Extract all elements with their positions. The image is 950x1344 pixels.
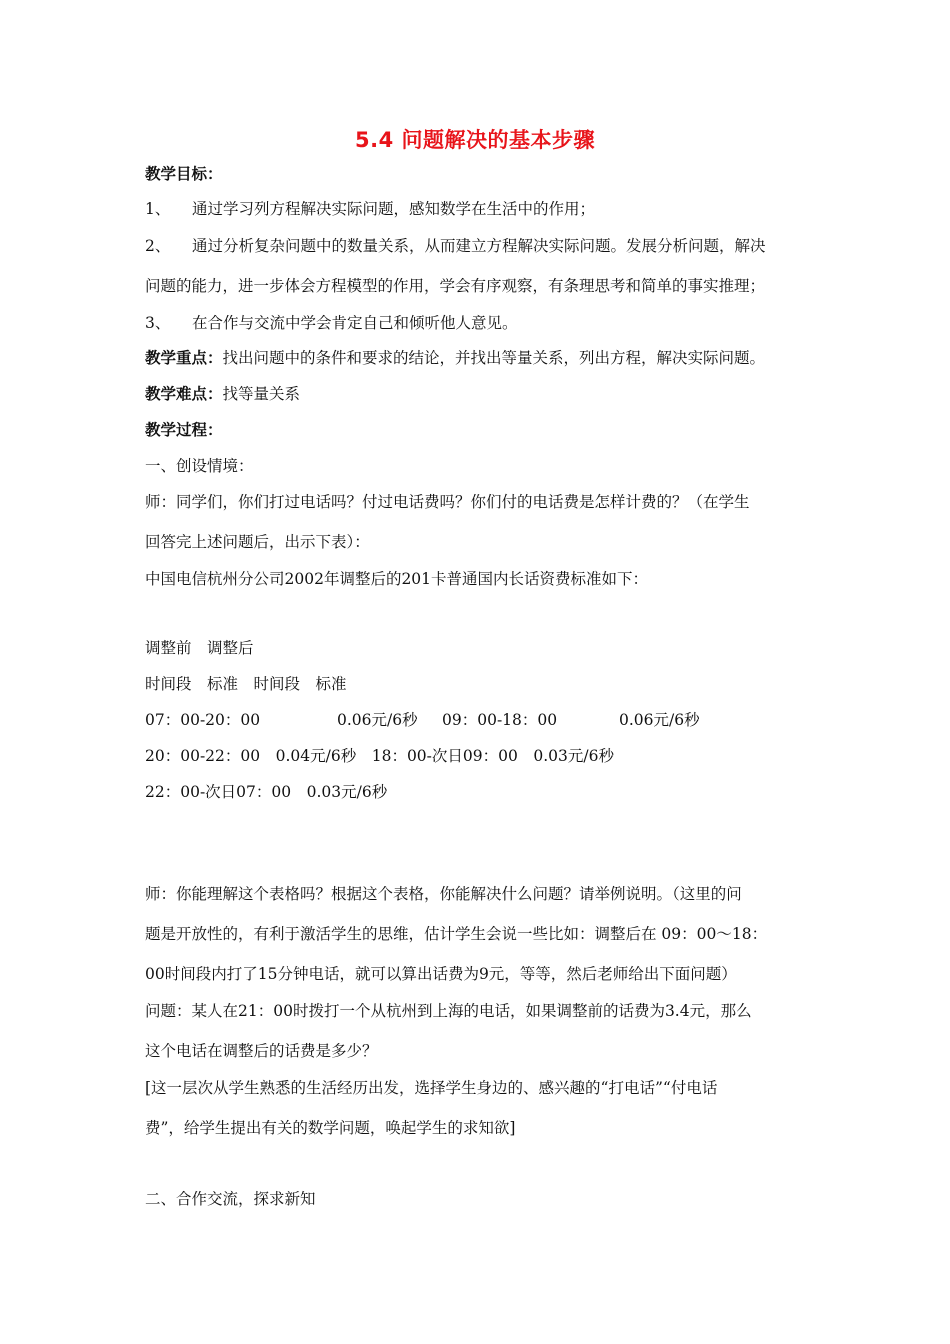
paragraph-1b: 回答完上述问题后，出示下表）：	[145, 533, 370, 551]
section-2-heading: 二、合作交流，探求新知	[145, 1190, 316, 1208]
table-row-1-rate-before: 0.06元/6秒	[337, 711, 418, 729]
process-heading: 教学过程：	[145, 421, 223, 439]
goal-3	[145, 313, 517, 333]
page-title: 5.4 问题解决的基本步骤	[354, 128, 595, 152]
table-row-1-time-before: 07：00-20：00	[145, 711, 261, 729]
section-1-heading: 一、创设情境：	[145, 457, 254, 475]
goal-2-number: 2、	[145, 237, 171, 255]
goal-1-text: 通过学习列方程解决实际问题，感知数学在生活中的作用；	[191, 200, 595, 218]
key-point	[145, 348, 765, 368]
paragraph-5a: [这一层次从学生熟悉的生活经历出发，选择学生身边的、感兴趣的“打电话”“付电话	[145, 1079, 718, 1097]
table-header-2: 时间段 标准 时间段 标准	[145, 675, 347, 693]
table-row-1-rate-after: 0.06元/6秒	[619, 711, 700, 729]
table-row-3: 22：00-次日07：00 0.03元/6秒	[145, 783, 388, 801]
paragraph-4b: 这个电话在调整后的话费是多少？	[145, 1042, 378, 1060]
goal-2-text-b: 问题的能力，进一步体会方程模型的作用，学会有序观察，有条理思考和简单的事实推理；	[145, 277, 766, 295]
table-header-1: 调整前 调整后	[145, 639, 254, 657]
paragraph-5b: 费”，给学生提出有关的数学问题，唤起学生的求知欲]	[145, 1119, 516, 1137]
goal-3-number: 3、	[145, 314, 171, 332]
goal-3-text: 在合作与交流中学会肯定自己和倾听他人意见。	[191, 314, 518, 332]
goals-heading: 教学目标：	[145, 165, 223, 183]
goal-2-text-a: 通过分析复杂问题中的数量关系，从而建立方程解决实际问题。发展分析问题，解决	[191, 237, 766, 255]
paragraph-3c: 00时间段内打了15分钟电话，就可以算出话费为9元，等等，然后老师给出下面问题）	[145, 965, 737, 983]
goal-2	[145, 236, 765, 256]
table-row-1-time-after: 09：00-18：00	[442, 711, 558, 729]
paragraph-3b: 题是开放性的，有利于激活学生的思维，估计学生会说一些比如：调整后在 09：00～18：	[145, 925, 768, 943]
paragraph-1a: 师：同学们，你们打过电话吗？付过电话费吗？你们付的电话费是怎样计费的？（在学生	[145, 493, 750, 511]
key-point-label: 教学重点：	[145, 349, 223, 367]
table-row-2: 20：00-22：00 0.04元/6秒 18：00-次日09：00 0.03元/6秒	[145, 747, 614, 765]
difficulty	[145, 384, 300, 404]
goal-1-number: 1、	[145, 200, 171, 218]
difficulty-text: 找等量关系	[222, 385, 301, 403]
paragraph-2: 中国电信杭州分公司2002年调整后的201卡普通国内长话资费标准如下：	[145, 570, 649, 588]
paragraph-4a: 问题：某人在21：00时拨打一个从杭州到上海的电话，如果调整前的话费为3.4元，那么	[145, 1002, 752, 1020]
goal-1	[145, 199, 595, 219]
key-point-text: 找出问题中的条件和要求的结论，并找出等量关系，列出方程，解决实际问题。	[222, 349, 766, 367]
paragraph-3a: 师：你能理解这个表格吗？根据这个表格，你能解决什么问题？请举例说明。（这里的问	[145, 885, 742, 903]
difficulty-label: 教学难点：	[145, 385, 223, 403]
